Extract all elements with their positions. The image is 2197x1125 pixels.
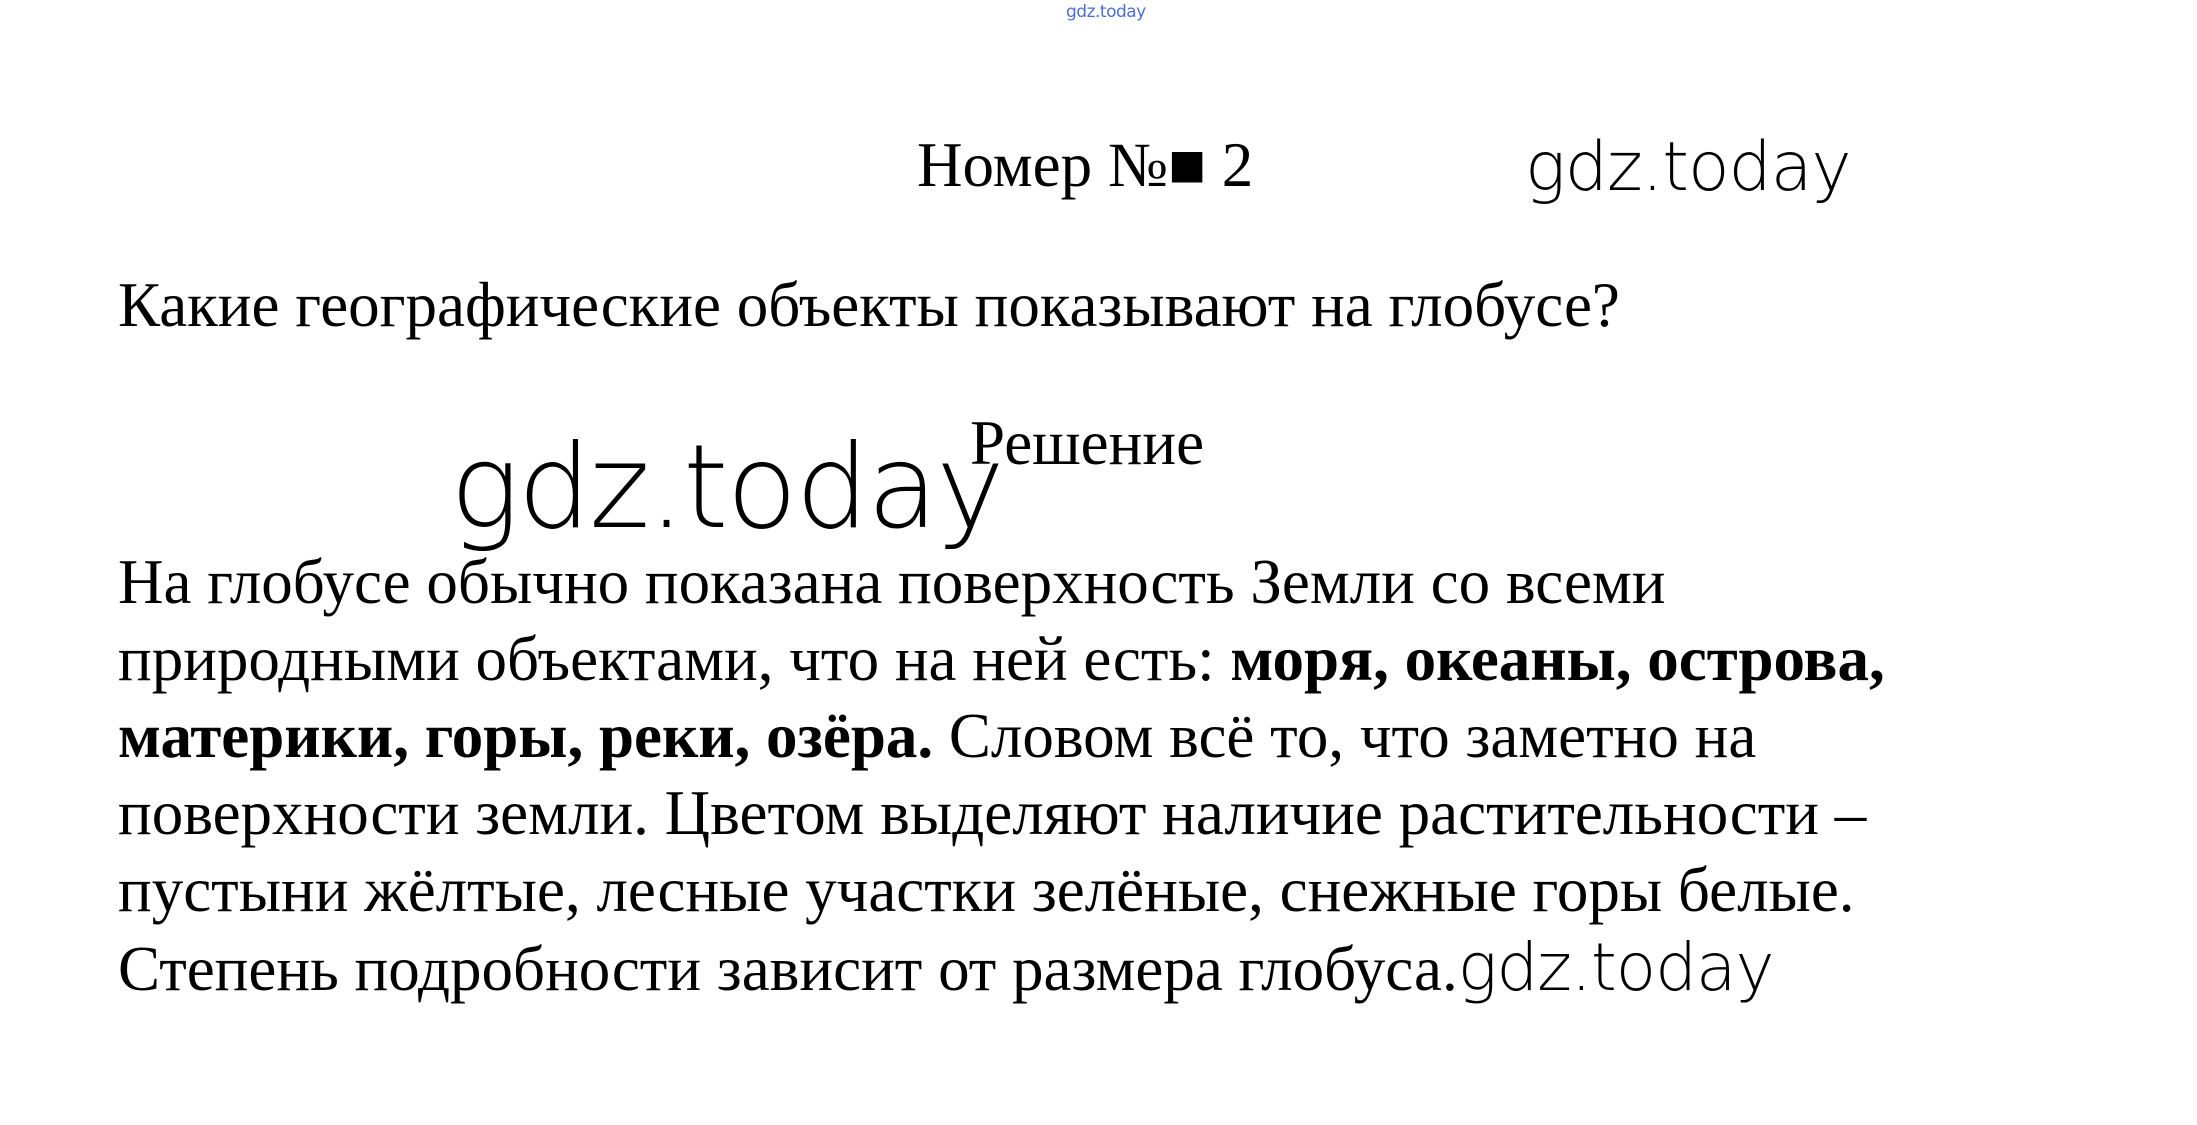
answer-line-1: На глобусе обычно показана поверхность Земли со всеми xyxy=(118,547,1666,617)
answer-line-6 xyxy=(118,929,2118,1008)
answer-line-4: поверхности земли. Цветом выделяют наличие растительности – xyxy=(118,778,1867,848)
answer-line-3-bold: материки, горы, реки, озёра. xyxy=(118,701,934,771)
watermark-top: gdz.today xyxy=(1066,2,1146,22)
solution-label: Решение xyxy=(970,408,1205,478)
answer-line-2 xyxy=(118,621,2118,698)
watermark-inline: gdz.today xyxy=(1457,929,1774,1006)
question-text: Какие географические объекты показывают на глобусе? xyxy=(118,270,1620,340)
watermark-large: gdz.today xyxy=(450,420,1003,555)
page-title: Номер №■ 2 xyxy=(917,130,1254,200)
answer-line-2-bold: моря, океаны, острова, xyxy=(1230,624,1885,694)
answer-line-5: пустыни жёлтые, лесные участки зелёные, снежные горы белые. xyxy=(118,855,1855,925)
answer-text xyxy=(118,544,2118,1008)
answer-line-2-plain: природными объектами, что на ней есть: xyxy=(118,624,1231,694)
answer-line-3-plain: Словом всё то, что заметно на xyxy=(933,701,1757,771)
answer-line-3 xyxy=(118,698,2118,775)
watermark-title: gdz.today xyxy=(1525,128,1851,207)
answer-line-6-text: Степень подробности зависит от размера глобуса. xyxy=(118,934,1458,1004)
